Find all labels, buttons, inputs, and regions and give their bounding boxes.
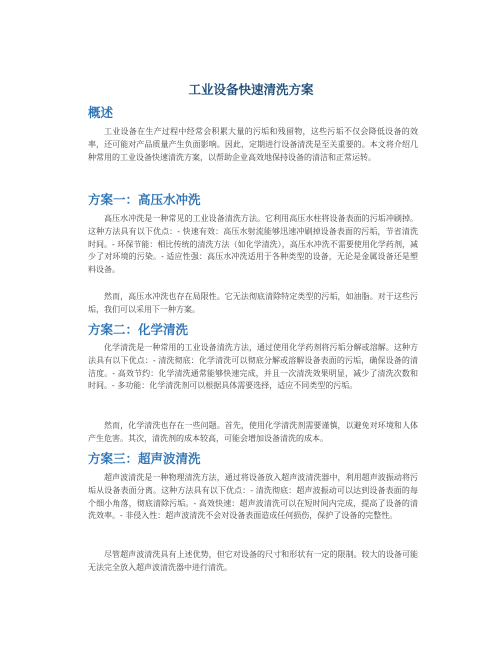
paragraph-chemical-1: 化学清洗是一种常用的工业设备清洗方法，通过使用化学药剂将污垢分解或溶解。这种方法具有以下优点：- 清洗彻底：化学清洗可以彻底分解或溶解设备表面的污垢，确保设备的清洁度。- 高效节约：化学清洗通常能够快速完成，并且一次清洗效果明显，减少了清洗次数和时间。- 多功能：化学清洗剂可以根据具体需要选择，适应不同类型的污垢。 <box>88 343 418 391</box>
heading-overview: 概述 <box>88 105 114 120</box>
paragraph-high-pressure-2: 然而，高压水冲洗也存在局限性。它无法彻底清除特定类型的污垢，如油脂。对于这些污垢，我们可以采用下一种方案。 <box>88 292 418 314</box>
paragraph-chemical-2: 然而，化学清洗也存在一些问题。首先，使用化学清洗剂需要谨慎，以避免对环境和人体产生危害。其次，清洗剂的成本较高，可能会增加设备清洗的成本。 <box>88 421 418 443</box>
heading-ultrasonic-cleaning: 方案三：超声波清洗 <box>88 451 201 466</box>
paragraph-overview: 工业设备在生产过程中经常会积累大量的污垢和残留物，这些污垢不仅会降低设备的效率，还可能对产品质量产生负面影响。因此，定期进行设备清洗是至关重要的。本文将介绍几种常用的工业设备快速清洗方案，以帮助企业高效地保持设备的清洁和正常运转。 <box>88 127 418 162</box>
document-title: 工业设备快速清洗方案 <box>188 82 314 97</box>
heading-high-pressure-water: 方案一：高压水冲洗 <box>88 192 201 207</box>
paragraph-high-pressure-1: 高压水冲洗是一种常见的工业设备清洗方法。它利用高压水柱将设备表面的污垢冲刷掉。这种方法具有以下优点：- 快速有效：高压水射流能够迅速冲刷掉设备表面的污垢，节省清洗时间。- 环保节能：相比传统的清洗方法（如化学清洗），高压水冲洗不需要使用化学药剂，减少了对环境的污染。- 适应性强：高压水冲洗适用于各种类型的设备，无论是金属设备还是塑料设备。 <box>88 214 418 275</box>
heading-chemical-cleaning: 方案二：化学清洗 <box>88 322 189 337</box>
paragraph-ultrasonic-1: 超声波清洗是一种物理清洗方法，通过将设备放入超声波清洗器中，利用超声波振动将污垢从设备表面分离。这种方法具有以下优点：- 清洗彻底：超声波振动可以达到设备表面的每个细小角落，彻底清除污垢。- 高效快速：超声波清洗可以在短时间内完成，提高了设备的清洗效率。- 非侵入性：超声波清洗不会对设备表面造成任何损伤，保护了设备的完整性。 <box>88 473 418 521</box>
paragraph-ultrasonic-2: 尽管超声波清洗具有上述优势，但它对设备的尺寸和形状有一定的限制。较大的设备可能无法完全放入超声波清洗器中进行清洗。 <box>88 550 418 572</box>
